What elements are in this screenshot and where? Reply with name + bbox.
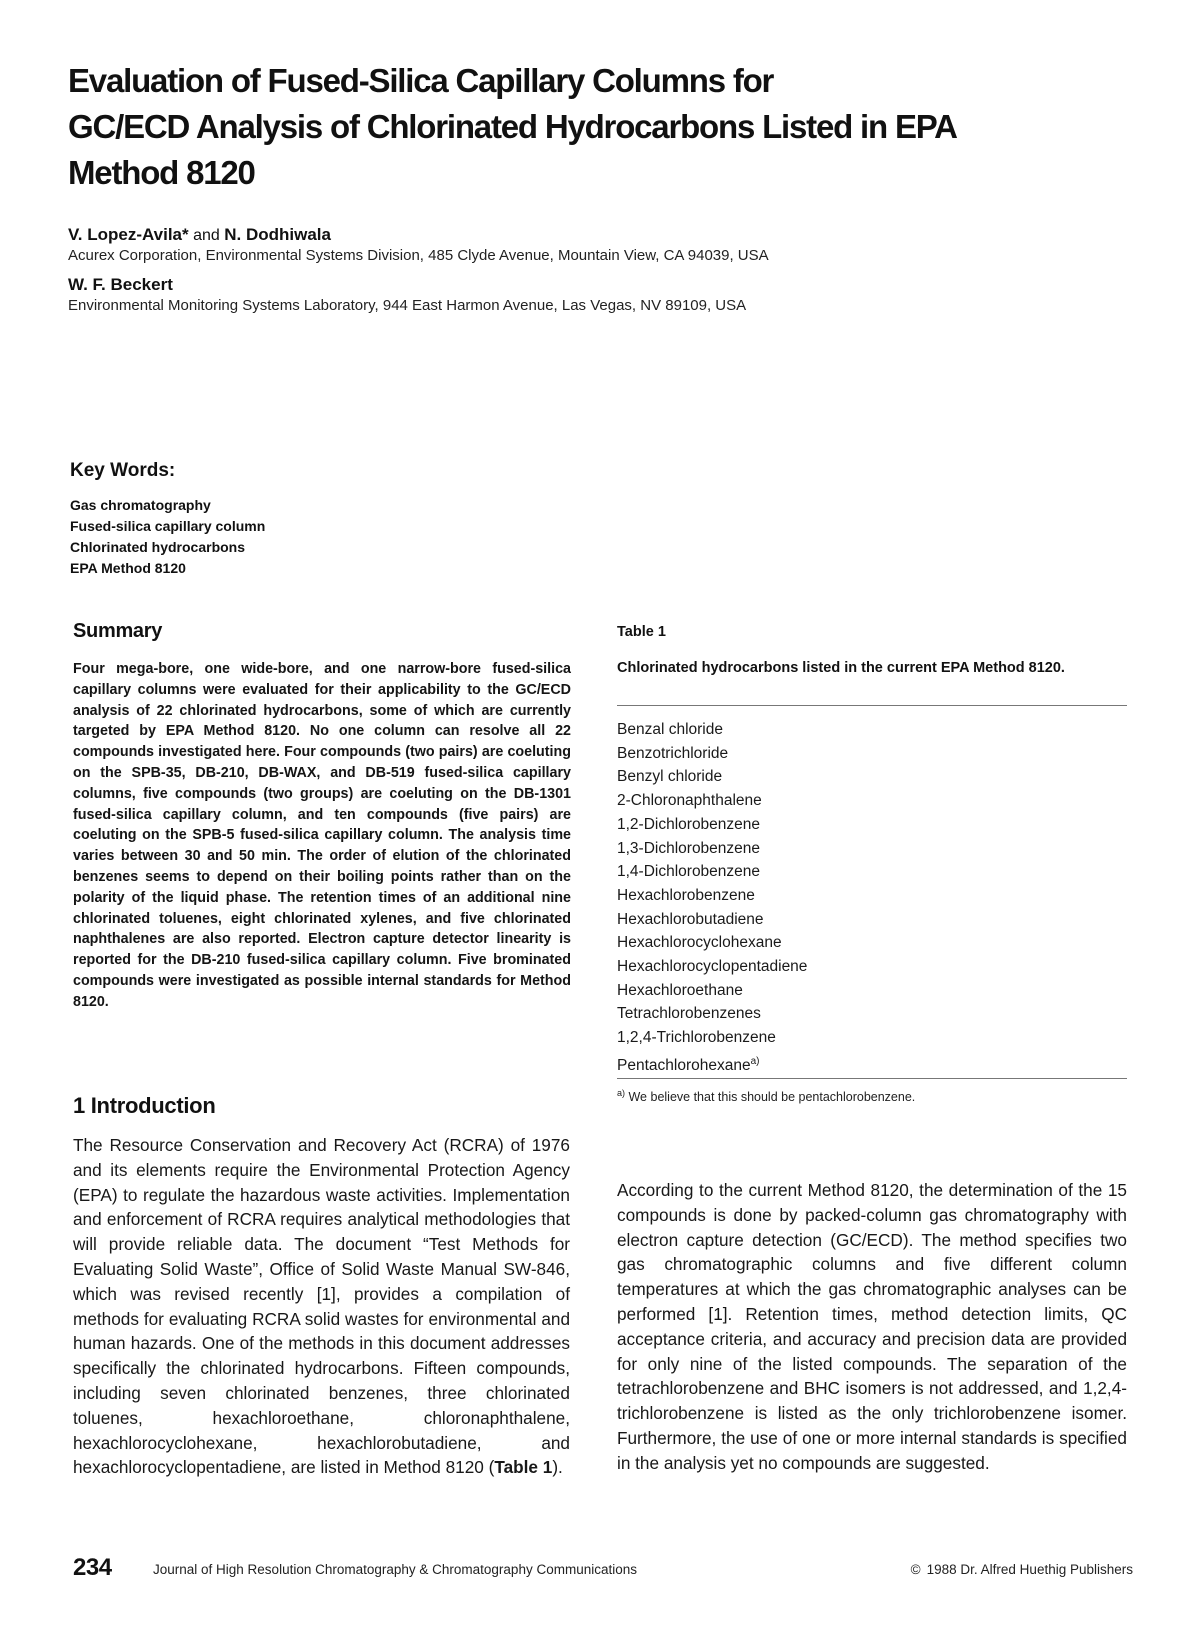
author-name: W. F. Beckert	[68, 275, 173, 294]
table-row: 1,2,4-Trichlorobenzene	[617, 1029, 776, 1047]
copyright-icon: ©	[910, 1562, 921, 1577]
table-body	[617, 718, 807, 1078]
footnote-marker: a)	[750, 1055, 760, 1067]
author-names	[68, 225, 968, 246]
table-row: Hexachlorobenzene	[617, 886, 755, 904]
table-row: Hexachlorobutadiene	[617, 910, 764, 928]
table-row: Benzal chloride	[617, 721, 723, 738]
table-label: Table 1	[617, 624, 666, 640]
table-caption: Chlorinated hydrocarbons listed in the current EPA Method 8120.	[617, 660, 1065, 676]
copyright-notice	[911, 1562, 1133, 1577]
page-footer	[73, 1554, 1133, 1584]
table-row: Tetrachlorobenzenes	[617, 1005, 761, 1023]
keyword-item: Chlorinated hydrocarbons	[70, 539, 246, 555]
copyright-text: 1988 Dr. Alfred Huethig Publishers	[926, 1562, 1133, 1577]
summary-text: Four mega-bore, one wide-bore, and one narrow-bore fused-silica capillary columns were evaluated for their applicability to the GC/ECD analysis of 22 chlorinated hydrocarbons, some of which are currently targeted by EPA Method 8120. No one column can resolve all 22 compounds investigated here. Four compounds (two pairs) are coeluting on the SPB-35, DB-210, DB-WAX, and DB-519 fused-silica capillary columns, five compounds (two groups) are coeluting on the DB-1301 fused-silica capillary column, and ten compounds (five pairs) are coeluting on the SPB-5 fused-silica capillary column. The analysis time varies between 30 and 50 min. The order of elution of the chlorinated benzenes seems to depend on their boiling points rather than on the polarity of the liquid phase. The retention times of an additional nine chlorinated toluenes, eight chlorinated xylenes, and five chlorinated naphthalenes are also reported. Electron capture detector linearity is reported for the DB-210 fused-silica capillary column. Five brominated compounds were investigated as possible internal standards for Method 8120.	[73, 661, 571, 1010]
table-row	[617, 1050, 807, 1078]
introduction-paragraph-end: ).	[552, 1457, 563, 1478]
title-line: GC/ECD Analysis of Chlorinated Hydrocarbons Listed in EPA	[68, 108, 957, 145]
introduction-text	[73, 1133, 570, 1480]
author-affiliation: Environmental Monitoring Systems Laboratory, 944 East Harmon Avenue, Las Vegas, NV 89109, USA	[68, 297, 747, 314]
footnote-marker: a)	[617, 1088, 626, 1098]
table-row: 1,2-Dichlorobenzene	[617, 815, 761, 833]
table-row: Hexachlorocyclopentadiene	[617, 958, 808, 976]
title-line: Method 8120	[68, 154, 255, 191]
title-line: Evaluation of Fused-Silica Capillary Columns for	[68, 62, 774, 99]
right-column-text: According to the current Method 8120, the determination of the 15 compounds is done by packed-column gas chromatography with electron capture detection (GC/ECD). The method specifies two gas chromatographic columns and five different column temperatures at which the gas chromatographic analyses can be performed [1]. Retention times, method detection limits, QC acceptance criteria, and accuracy and precision data are provided for only nine of the listed compounds. The separation of the tetrachlorobenzene and BHC isomers is not addressed, and 1,2,4-trichlorobenzene is listed as the only trichlorobenzene isomer. Furthermore, the use of one or more internal standards is specified in the analysis yet no compounds are suggested.	[617, 1180, 1127, 1473]
author-name: N. Dodhiwala	[224, 225, 331, 244]
author-affiliation: Acurex Corporation, Environmental Systems Division, 485 Clyde Avenue, Mountain View, CA 94039, USA	[68, 247, 769, 264]
table-row: 1,3-Dichlorobenzene	[617, 839, 761, 857]
table-cell: Pentachlorohexane	[617, 1057, 751, 1074]
introduction-heading: 1 Introduction	[73, 1093, 216, 1118]
author-block	[68, 225, 968, 325]
journal-name: Journal of High Resolution Chromatography & Chromatography Communications	[153, 1562, 637, 1577]
article-title	[68, 58, 1128, 196]
author-name: V. Lopez-Avila*	[68, 225, 189, 244]
table-footnote	[617, 1088, 915, 1104]
footnote-text: We believe that this should be pentachlorobenzene.	[625, 1090, 916, 1105]
table-row: Benzyl chloride	[617, 768, 723, 786]
table-reference-link: Table 1	[494, 1457, 553, 1478]
table-bottom-rule	[617, 1078, 1127, 1079]
author-group	[68, 225, 968, 266]
table-row: Hexachloroethane	[617, 981, 743, 999]
keyword-item: Gas chromatography	[70, 497, 211, 513]
keyword-item: EPA Method 8120	[70, 560, 186, 576]
keyword-item: Fused-silica capillary column	[70, 518, 266, 534]
page-number: 234	[73, 1554, 112, 1581]
author-names	[68, 275, 968, 296]
table-row: Benzotrichloride	[617, 744, 729, 762]
keywords-list	[70, 495, 265, 579]
keywords-heading: Key Words:	[70, 460, 176, 481]
table-row: 2-Chloronaphthalene	[617, 792, 762, 810]
author-group	[68, 275, 968, 316]
introduction-paragraph: The Resource Conservation and Recovery Act (RCRA) of 1976 and its elements require the Environmental Protection Agency (EPA) to regulate the hazardous waste activities. Implementation and enforcement of RCRA requires analytical methodologies that will provide reliable data. The document “Test Methods for Evaluating Solid Waste”, Office of Solid Waste Manual SW-846, which was revised recently [1], provides a compilation of methods for evaluating RCRA solid wastes for environmental and human hazards. One of the methods in this document addresses specifically the chlorinated hydrocarbons. Fifteen compounds, including seven chlorinated benzenes, three chlorinated toluenes, hexachloroethane, chloronaphthalene, hexachlorocyclohexane, hexachlorobutadiene, and hexachlorocyclopentadiene, are listed in Method 8120 (	[73, 1135, 570, 1478]
table-top-rule	[617, 705, 1127, 706]
author-conjunction: and	[188, 227, 225, 244]
summary-heading: Summary	[73, 620, 163, 642]
table-row: 1,4-Dichlorobenzene	[617, 863, 761, 881]
table-row: Hexachlorocyclohexane	[617, 934, 782, 952]
